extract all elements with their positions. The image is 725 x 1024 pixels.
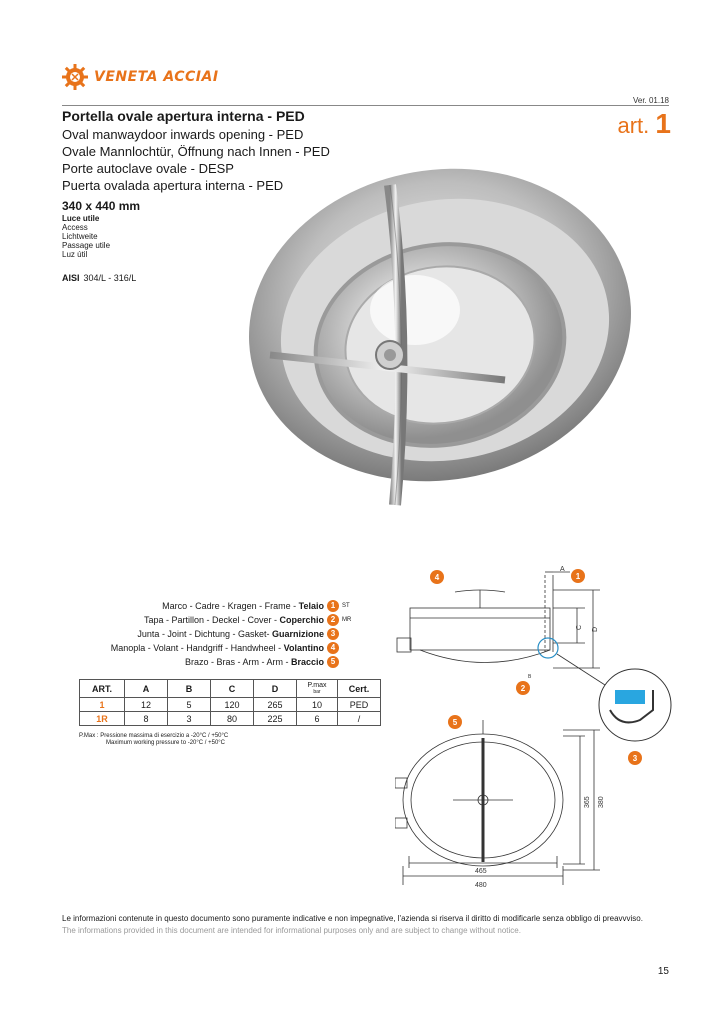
brand-logo bbox=[62, 64, 219, 90]
cell: 1 bbox=[80, 698, 125, 712]
cell: 8 bbox=[125, 712, 168, 726]
subtitle-fr: Porte autoclave ovale - DESP bbox=[62, 161, 234, 176]
part-number-badge: 1 bbox=[327, 600, 339, 612]
material-value: 304/L - 316/L bbox=[83, 273, 137, 283]
cell: 6 bbox=[297, 712, 338, 726]
access-label-it: Luce utile bbox=[62, 214, 100, 223]
part-row bbox=[60, 655, 358, 669]
technical-drawing bbox=[395, 560, 695, 900]
col-d: D bbox=[254, 680, 297, 698]
part-name: Coperchio bbox=[279, 615, 324, 625]
cell: 1R bbox=[80, 712, 125, 726]
cell: 5 bbox=[168, 698, 211, 712]
product-photo bbox=[240, 150, 640, 535]
part-row bbox=[60, 613, 358, 627]
subtitle-es: Puerta ovalada apertura interna - PED bbox=[62, 178, 284, 193]
part-label bbox=[162, 601, 324, 611]
part-row bbox=[60, 599, 358, 613]
col-art: ART. bbox=[80, 680, 125, 698]
callout-1: 1 bbox=[575, 572, 581, 581]
gear-logo-icon bbox=[62, 64, 88, 90]
article-digit: 1 bbox=[655, 108, 671, 139]
access-label-fr: Passage utile bbox=[62, 241, 111, 250]
disclaimer-it: Le informazioni contenute in questo documento sono puramente indicative e non impegnative, l'azienda si riserva il diritto di modificarle senza obbligo di preavvviso. bbox=[62, 914, 643, 923]
size-label: 340 x 440 mm bbox=[62, 199, 141, 213]
table-row bbox=[80, 712, 381, 726]
spec-table bbox=[79, 679, 381, 726]
part-desc: Manopla - Volant - Handgriff - Handwheel - bbox=[110, 643, 284, 653]
part-name: Braccio bbox=[290, 657, 324, 667]
part-name: Volantino bbox=[283, 643, 324, 653]
header-rule bbox=[62, 105, 669, 106]
dim-label-b: B bbox=[528, 674, 532, 680]
col-b: B bbox=[168, 680, 211, 698]
part-name: Telaio bbox=[298, 601, 324, 611]
cell: 120 bbox=[211, 698, 254, 712]
article-prefix: art. bbox=[617, 113, 650, 138]
part-number-badge: 4 bbox=[327, 642, 339, 654]
brand-name: VENETA ACCIAI bbox=[94, 69, 219, 85]
page-number: 15 bbox=[657, 966, 669, 977]
material-label bbox=[62, 273, 136, 283]
callout-2: 2 bbox=[520, 684, 526, 693]
dim-h-inner: 365 bbox=[584, 796, 591, 808]
cell: 80 bbox=[211, 712, 254, 726]
dim-w-inner: 465 bbox=[475, 868, 487, 875]
cell: PED bbox=[338, 698, 381, 712]
dim-h-outer: 380 bbox=[598, 796, 605, 808]
part-number-badge: 2 bbox=[327, 614, 339, 626]
part-row bbox=[60, 627, 358, 641]
pressure-note-it: P.Max : Pressione massima di esercizio a -20°C / +50°C bbox=[79, 733, 229, 739]
dim-w-outer: 480 bbox=[475, 882, 487, 889]
col-pmax bbox=[297, 680, 338, 698]
dim-label-a: A bbox=[560, 566, 565, 573]
part-desc: Junta - Joint - Dichtung - Gasket- bbox=[137, 629, 272, 639]
part-name: Guarnizione bbox=[271, 629, 324, 639]
part-desc: Tapa - Partillon - Deckel - Cover - bbox=[143, 615, 280, 625]
col-a: A bbox=[125, 680, 168, 698]
table-row bbox=[80, 698, 381, 712]
part-number-badge: 3 bbox=[327, 628, 339, 640]
part-label bbox=[144, 615, 324, 625]
table-header-row bbox=[80, 680, 381, 698]
dim-label-d: D bbox=[592, 626, 599, 632]
cell: 225 bbox=[254, 712, 297, 726]
subtitle-en: Oval manwaydoor inwards opening - PED bbox=[62, 127, 304, 142]
part-desc: Marco - Cadre - Kragen - Frame - bbox=[162, 601, 299, 611]
part-label bbox=[137, 629, 324, 639]
part-desc: Brazo - Bras - Arm - Arm - bbox=[184, 657, 291, 667]
cell: 10 bbox=[297, 698, 338, 712]
part-label bbox=[185, 657, 324, 667]
access-label-es: Luz útil bbox=[62, 250, 88, 259]
col-c: C bbox=[211, 680, 254, 698]
article-number bbox=[618, 108, 672, 140]
part-suffix: ST bbox=[342, 603, 350, 609]
col-cert: Cert. bbox=[338, 680, 381, 698]
cell: / bbox=[338, 712, 381, 726]
access-label-en: Access bbox=[62, 223, 88, 232]
access-label-de: Lichtweite bbox=[62, 232, 98, 241]
dim-label-c: C bbox=[576, 624, 583, 630]
col-pmax-label: P.max bbox=[307, 681, 327, 689]
callout-4: 4 bbox=[434, 573, 440, 582]
part-label bbox=[111, 643, 324, 653]
cell: 12 bbox=[125, 698, 168, 712]
disclaimer-en: The informations provided in this document are intended for informational purposes only and are subject to change without notice. bbox=[62, 926, 521, 935]
callout-5: 5 bbox=[452, 718, 458, 727]
subtitle-de: Ovale Mannlochtür, Öffnung nach Innen - PED bbox=[62, 144, 330, 159]
callout-3: 3 bbox=[632, 754, 638, 763]
part-suffix: MR bbox=[342, 617, 352, 623]
page-title: Portella ovale apertura interna - PED bbox=[62, 108, 305, 124]
parts-list bbox=[60, 599, 358, 669]
access-labels bbox=[62, 214, 110, 259]
material-key: AISI bbox=[62, 273, 80, 283]
part-row bbox=[60, 641, 358, 655]
cell: 265 bbox=[254, 698, 297, 712]
pressure-note bbox=[79, 733, 228, 747]
col-pmax-unit: bar bbox=[313, 688, 321, 695]
version-label: Ver. 01.18 bbox=[632, 96, 669, 105]
pressure-note-en: Maximum working pressure to -20°C / +50°C bbox=[106, 740, 226, 746]
cell: 3 bbox=[168, 712, 211, 726]
part-number-badge: 5 bbox=[327, 656, 339, 668]
